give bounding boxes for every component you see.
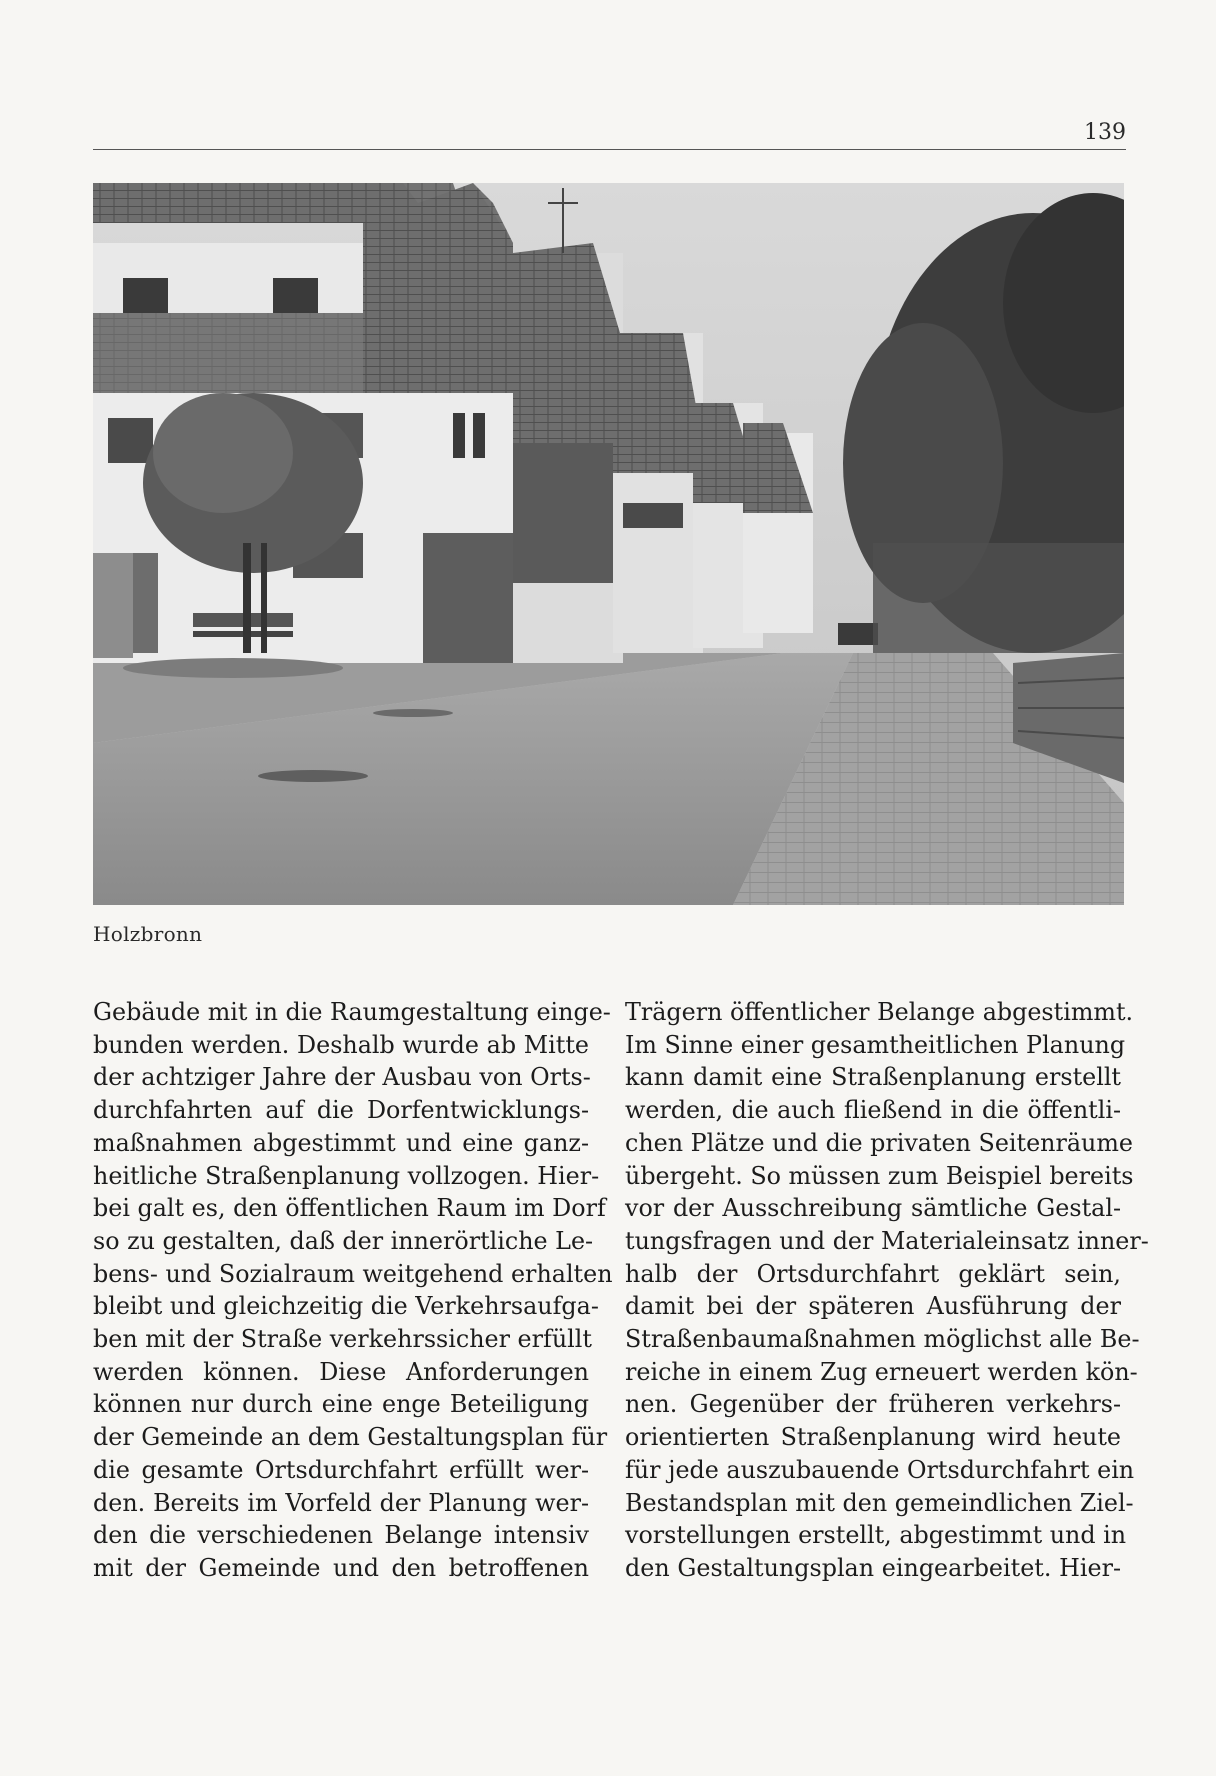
text-line: Bestandsplan mit den gemeindlichen Ziel- (625, 1488, 1134, 1517)
text-line: Trägern öffentlicher Belange abgestimmt. (625, 998, 1134, 1026)
text-line: durchfahrten auf die Dorfentwicklungs- (93, 1096, 589, 1125)
text-line: orientierten Straßenplanung wird heute (625, 1423, 1121, 1452)
text-line: den Gestaltungsplan eingearbeitet. Hier- (625, 1553, 1121, 1582)
text-line: die gesamte Ortsdurchfahrt erfüllt wer- (93, 1455, 589, 1484)
page-number: 139 (1084, 120, 1126, 145)
text-line: Im Sinne einer gesamtheitlichen Planung (625, 1030, 1126, 1059)
text-line: werden, die auch fließend in die öffentli- (625, 1096, 1121, 1125)
text-line: ben mit der Straße verkehrssicher erfüllt (93, 1325, 592, 1354)
photo-caption: Holzbronn (93, 922, 203, 946)
text-line: reiche in einem Zug erneuert werden kön- (625, 1357, 1138, 1386)
text-line: halb der Ortsdurchfahrt geklärt sein, (625, 1259, 1121, 1288)
text-column-right (625, 996, 1149, 1585)
text-line: können nur durch eine enge Beteiligung (93, 1390, 589, 1419)
text-line: nen. Gegenüber der früheren verkehrs- (625, 1390, 1121, 1419)
text-line: vorstellungen erstellt, abgestimmt und in (625, 1521, 1127, 1550)
header-rule (93, 149, 1126, 150)
text-line: mit der Gemeinde und den betroffenen (93, 1553, 589, 1582)
text-line: der achtziger Jahre der Ausbau von Orts- (93, 1063, 591, 1092)
text-line: bleibt und gleichzeitig die Verkehrsaufga- (93, 1292, 599, 1321)
text-line: damit bei der späteren Ausführung der (625, 1292, 1121, 1321)
text-line: der Gemeinde an dem Gestaltungsplan für (93, 1423, 608, 1452)
text-line: den die verschiedenen Belange intensiv (93, 1521, 589, 1550)
text-line: Straßenbaumaßnahmen möglichst alle Be- (625, 1325, 1140, 1354)
text-line: werden können. Diese Anforderungen (93, 1357, 589, 1386)
text-line: bei galt es, den öffentlichen Raum im Dorf (93, 1194, 606, 1223)
text-line: bunden werden. Deshalb wurde ab Mitte (93, 1030, 589, 1059)
text-column-left (93, 996, 613, 1585)
text-line: bens- und Sozialraum weitgehend erhalten (93, 1259, 613, 1288)
street-photo (93, 183, 1124, 905)
text-line: heitliche Straßenplanung vollzogen. Hier- (93, 1161, 600, 1190)
text-line: vor der Ausschreibung sämtliche Gestal- (625, 1194, 1121, 1223)
text-line: so zu gestalten, daß der innerörtliche Le- (93, 1226, 594, 1255)
text-line: den. Bereits im Vorfeld der Planung wer- (93, 1488, 589, 1517)
text-line: chen Plätze und die privaten Seitenräume (625, 1128, 1134, 1157)
text-line: für jede auszubauende Ortsdurchfahrt ein (625, 1455, 1135, 1484)
text-line: Gebäude mit in die Raumgestaltung einge- (93, 998, 611, 1026)
body-text (93, 996, 1149, 1656)
text-line: maßnahmen abgestimmt und eine ganz- (93, 1128, 589, 1157)
text-line: kann damit eine Straßenplanung erstellt (625, 1063, 1121, 1092)
text-line: übergeht. So müssen zum Beispiel bereits (625, 1161, 1134, 1190)
village-street-image (93, 183, 1124, 905)
text-line: tungsfragen und der Materialeinsatz inner- (625, 1226, 1149, 1255)
